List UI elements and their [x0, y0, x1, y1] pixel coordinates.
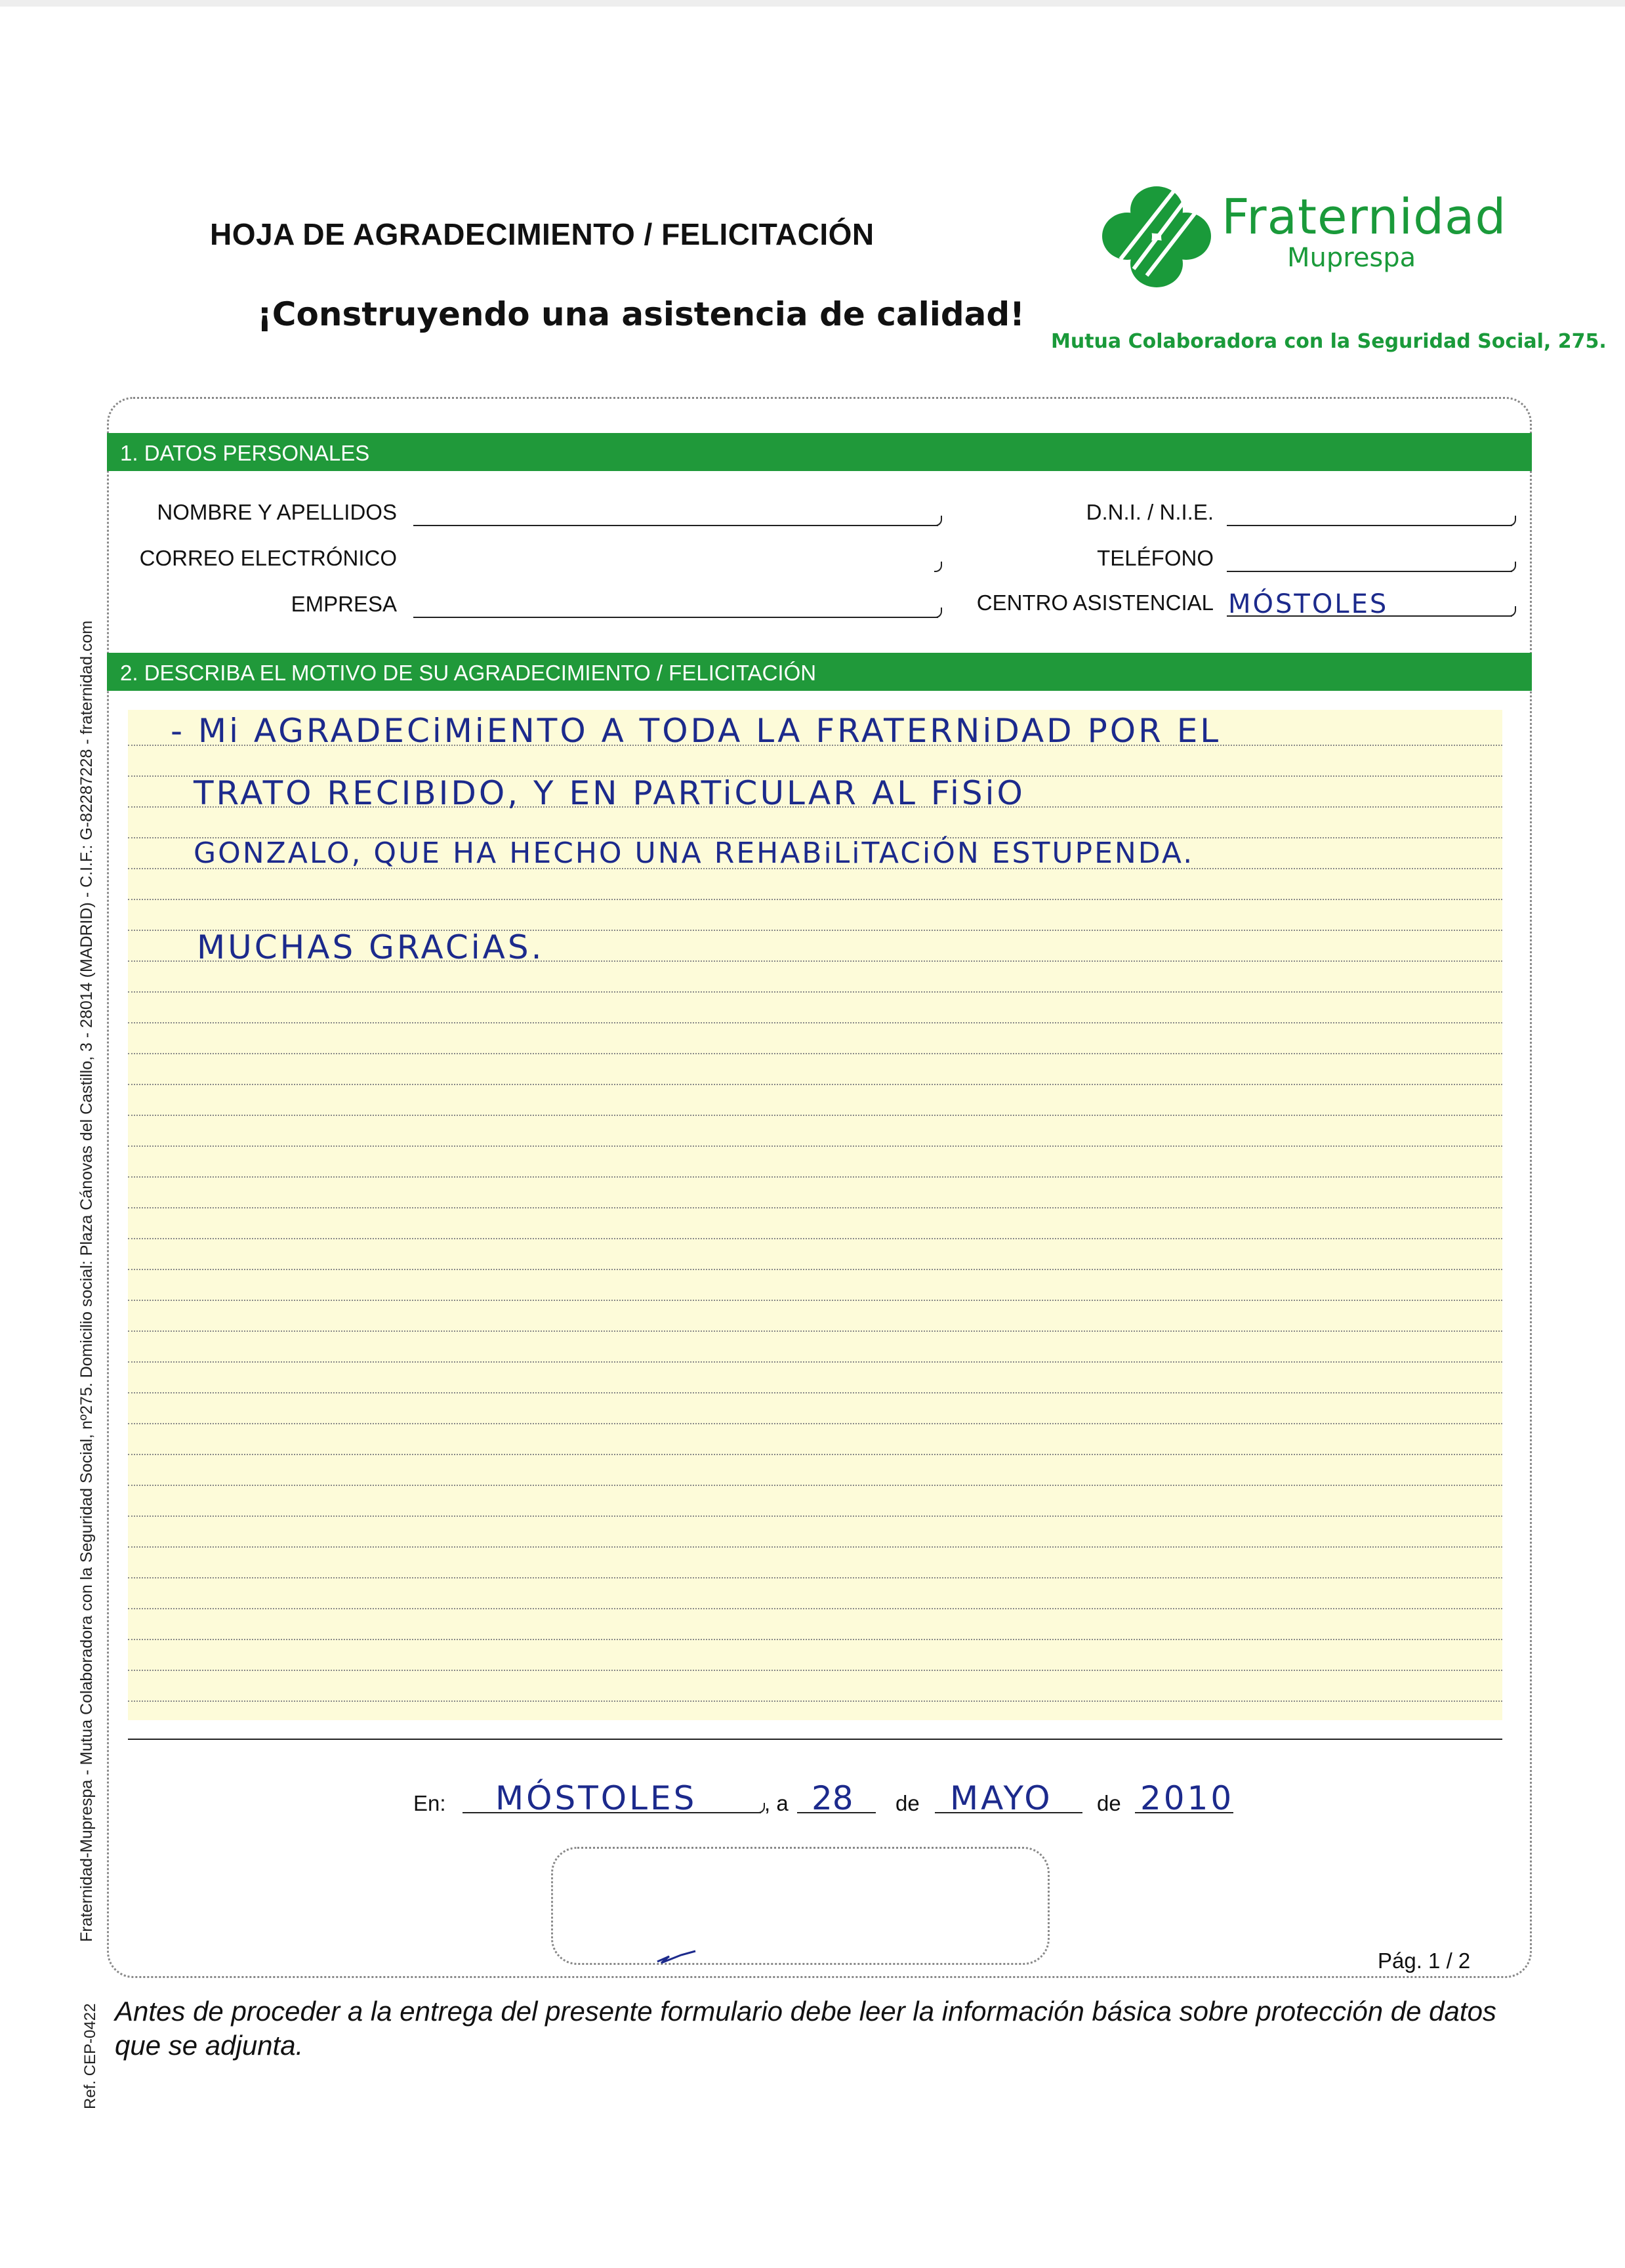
ruled-line	[128, 1515, 1502, 1517]
ruled-line	[128, 1608, 1502, 1609]
logo-tagline: Mutua Colaboradora con la Seguridad Social, 275.	[1051, 330, 1607, 353]
handwritten-line-2: TRATO RECIBIDO, Y EN PARTiCULAR AL FiSiO	[194, 774, 1025, 812]
handwritten-line-1: - Mi AGRADECiMiENTO A TODA LA FRATERNiDAD POR EL	[171, 712, 1222, 750]
date-place-value: MÓSTOLES	[495, 1779, 697, 1817]
ruled-line	[128, 1084, 1502, 1085]
ruled-line	[128, 1639, 1502, 1640]
ruled-line	[128, 1176, 1502, 1178]
ruled-line	[128, 1269, 1502, 1270]
signature-box[interactable]	[551, 1847, 1050, 1965]
ruled-line	[128, 1330, 1502, 1332]
empresa-label: EMPRESA	[291, 592, 397, 616]
ruled-line	[128, 1392, 1502, 1393]
centro-label: CENTRO ASISTENCIAL	[976, 590, 1214, 615]
telefono-field[interactable]	[1227, 545, 1512, 572]
data-protection-notice: Antes de proceder a la entrega del presente formulario debe leer la información básica sobre protección de datos que se adjunta.	[115, 1996, 1496, 2061]
centro-value: MÓSTOLES	[1228, 589, 1389, 619]
correo-label: CORREO ELECTRÓNICO	[139, 546, 397, 570]
ruled-line	[128, 1423, 1502, 1424]
empresa-field[interactable]	[413, 590, 938, 618]
date-day-value: 28	[812, 1779, 854, 1817]
ruled-line	[128, 1115, 1502, 1116]
ruled-line	[128, 1546, 1502, 1548]
dni-field[interactable]	[1227, 499, 1512, 526]
logo-subname: Muprespa	[1287, 243, 1416, 273]
ruled-line	[128, 1454, 1502, 1455]
handwritten-line-4: MUCHAS GRACiAS.	[197, 928, 545, 966]
date-year-value: 2010	[1140, 1779, 1235, 1817]
correo-field[interactable]	[413, 545, 938, 571]
logo-name: Fraternidad	[1222, 189, 1507, 245]
ref-code: Ref. CEP-0422	[81, 2003, 99, 2109]
ruled-line	[128, 1701, 1502, 1702]
legal-side-text: Fraternidad-Muprespa - Mutua Colaboradora con la Seguridad Social, nº275. Domicilio social: Plaza Cánovas del Castillo, 3 - 28014 (MADRID) - C.I.F.: G-82287228 - fraternidad.com	[77, 620, 96, 1942]
scan-top-strip	[0, 0, 1625, 7]
ruled-line	[128, 1300, 1502, 1301]
handwritten-line-3: GONZALO, QUE HA HECHO UNA REHABiLiTACiÓN ESTUPENDA.	[194, 836, 1195, 870]
date-en-label: En:	[413, 1791, 446, 1815]
ruled-line	[128, 899, 1502, 900]
form-subtitle: ¡Construyendo una asistencia de calidad!	[257, 295, 1025, 333]
clover-logo-icon	[1094, 184, 1219, 289]
page-number: Pág. 1 / 2	[1378, 1948, 1471, 1973]
nombre-field[interactable]	[413, 499, 938, 526]
ruled-line	[128, 1361, 1502, 1363]
ruled-line	[128, 1670, 1502, 1671]
ruled-line	[128, 1022, 1502, 1023]
message-bottom-line	[128, 1739, 1502, 1740]
ruled-line	[128, 1577, 1502, 1578]
ruled-line	[128, 1053, 1502, 1054]
ruled-line	[128, 991, 1502, 993]
ruled-line	[128, 1207, 1502, 1208]
section-1-header: 1. DATOS PERSONALES	[107, 433, 1532, 471]
form-title: HOJA DE AGRADECIMIENTO / FELICITACIÓN	[210, 217, 874, 251]
section-2-header: 2. DESCRIBA EL MOTIVO DE SU AGRADECIMIENTO / FELICITACIÓN	[107, 653, 1532, 691]
ruled-line	[128, 1145, 1502, 1147]
signature-mark	[655, 1947, 701, 1967]
date-de2-label: de	[1097, 1791, 1121, 1815]
ruled-line	[128, 1238, 1502, 1239]
ruled-line	[128, 1485, 1502, 1486]
dni-label: D.N.I. / N.I.E.	[1086, 500, 1214, 524]
nombre-label: NOMBRE Y APELLIDOS	[157, 500, 397, 524]
date-month-value: MAYO	[950, 1779, 1053, 1817]
date-a-label: , a	[764, 1791, 789, 1815]
telefono-label: TELÉFONO	[1097, 546, 1214, 570]
date-de-label: de	[895, 1791, 920, 1815]
